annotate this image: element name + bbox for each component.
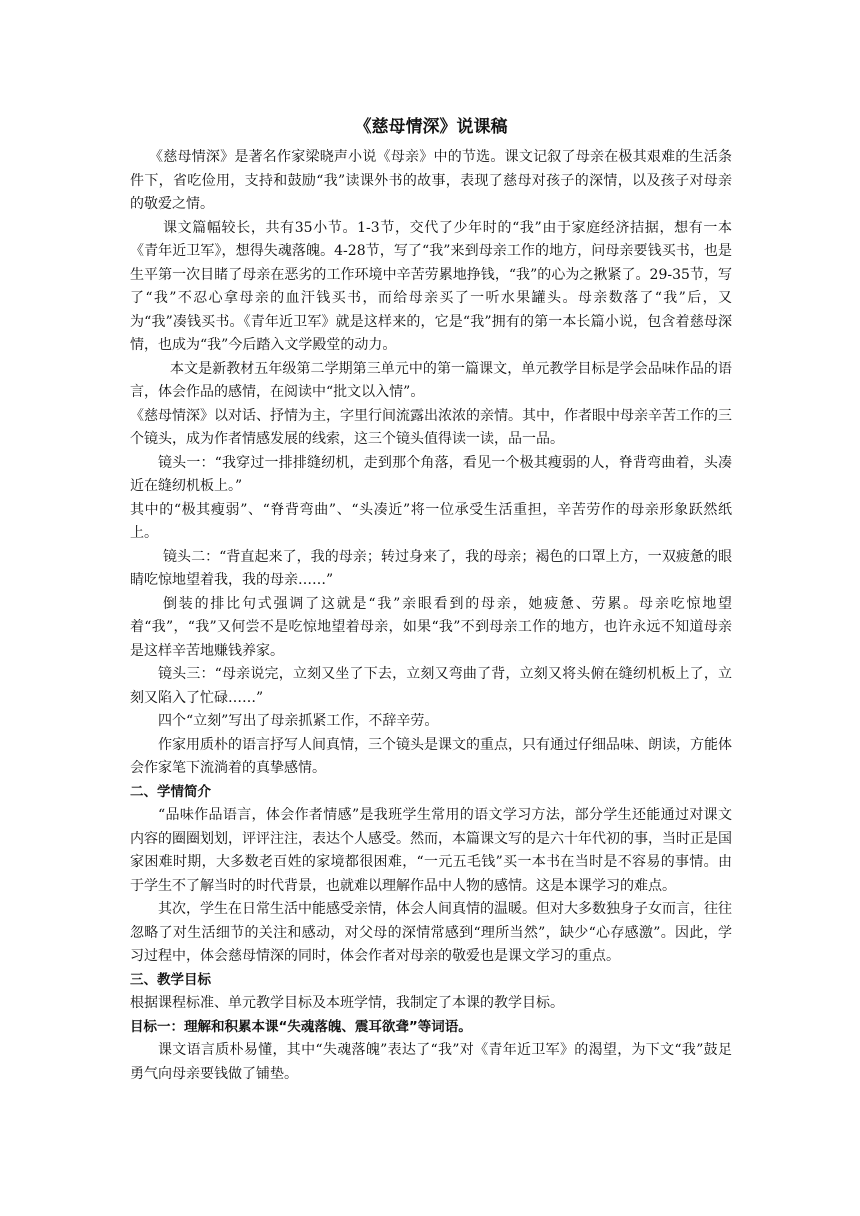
section-heading-teaching-goals: 三、教学目标 [130,971,211,988]
theme-paragraph: 《慈母情深》以对话、抒情为主，字里行间流露出浓浓的亲情。其中，作者眼中母亲辛苦工作的三个镜头，成为作者情感发展的线索，这三个镜头值得读一读，品一品。 [130,407,732,447]
shot-three-quote: 镜头三：“母亲说完，立刻又坐了下去，立刻又弯曲了背，立刻又将头俯在缝纫机板上了，立刻又陷入了忙碌……” [130,666,732,706]
document-page [130,112,732,1086]
shot-three-analysis: 四个“立刻”写出了母亲抓紧工作，不辞辛劳。 [158,713,439,729]
shot-two-quote: 镜头二：“背直起来了，我的母亲；转过身来了，我的母亲；褐色的口罩上方，一双疲惫的眼睛吃惊地望着我，我的母亲……” [130,548,732,588]
student-analysis-paragraph-2: 其次，学生在日常生活中能感受亲情，体会人间真情的温暖。但对大多数独身子女而言，往往忽略了对生活细节的关注和感动，对父母的深情常感到“理所当然”，缺少“心存感激”。因此，学习过程中，体会慈母情深的同时，体会作者对母亲的敬爱也是课文学习的重点。 [130,901,732,964]
intro-paragraph: 《慈母情深》是著名作家梁晓声小说《母亲》中的节选。课文记叙了母亲在极其艰难的生活条件下，省吃俭用，支持和鼓励“我”读课外书的故事，表现了慈母对孩子的深情，以及孩子对母亲的敬爱之情。 [130,149,732,212]
document-title: 《慈母情深》说课稿 [354,117,508,137]
shot-one-analysis: 其中的“极其瘦弱”、“脊背弯曲”、“头凑近”将一位承受生活重担，辛苦劳作的母亲形象跃然纸上。 [130,501,732,541]
student-analysis-paragraph-1: “品味作品语言，体会作者情感”是我班学生常用的语文学习方法，部分学生还能通过对课文内容的圈圈划划，评评注注，表达个人感受。然而，本篇课文写的是六十年代初的事，当时正是国家困难时期，大多数老百姓的家境都很困难，“一元五毛钱”买一本书在当时是不容易的事情。由于学生不了解当时的时代背景，也就难以理解作品中人物的感情。这是本课学习的难点。 [130,807,732,894]
section-heading-student-analysis: 二、学情简介 [130,783,211,800]
unit-goal-paragraph: 本文是新教材五年级第二学期第三单元中的第一篇课文，单元教学目标是学会品味作品的语言，体会作品的感情，在阅读中“批文以入情”。 [130,360,732,400]
shot-two-analysis: 倒装的排比句式强调了这就是“我”亲眼看到的母亲，她疲惫、劳累。母亲吃惊地望着“我”，“我”又何尝不是吃惊地望着母亲，如果“我”不到母亲工作的地方，也许永远不知道母亲是这样辛苦地赚钱养家。 [130,595,732,659]
key-point-paragraph: 作家用质朴的语言抒写人间真情，三个镜头是课文的重点，只有通过仔细品味、朗读，方能体会作家笔下流淌着的真挚感情。 [130,736,732,776]
goal-one-heading: 目标一：理解和积累本课“失魂落魄、震耳欲聋”等词语。 [130,1018,472,1035]
shot-one-quote: 镜头一：“我穿过一排排缝纫机，走到那个角落，看见一个极其瘦弱的人，脊背弯曲着，头凑近在缝纫机板上。” [130,454,732,494]
teaching-goals-intro: 根据课程标准、单元教学目标及本班学情，我制定了本课的教学目标。 [130,995,564,1011]
structure-paragraph: 课文篇幅较长，共有35小节。1-3节，交代了少年时的“我”由于家庭经济拮据，想有一本《青年近卫军》，想得失魂落魄。4-28节，写了“我”来到母亲工作的地方，问母亲要钱买书，也是生平第一次目睹了母亲在恶劣的工作环境中辛苦劳累地挣钱，“我”的心为之揪紧了。29-35节，写了“我”不忍心拿母亲的血汗钱买书，而给母亲买了一听水果罐头。母亲数落了“我”后，又为“我”凑钱买书。《青年近卫军》就是这样来的，它是“我”拥有的第一本长篇小说，包含着慈母深情，也成为“我”今后踏入文学殿堂的动力。 [130,219,732,353]
goal-one-paragraph: 课文语言质朴易懂，其中“失魂落魄”表达了“我”对《青年近卫军》的渴望，为下文“我”鼓足勇气向母亲要钱做了铺垫。 [130,1042,732,1082]
